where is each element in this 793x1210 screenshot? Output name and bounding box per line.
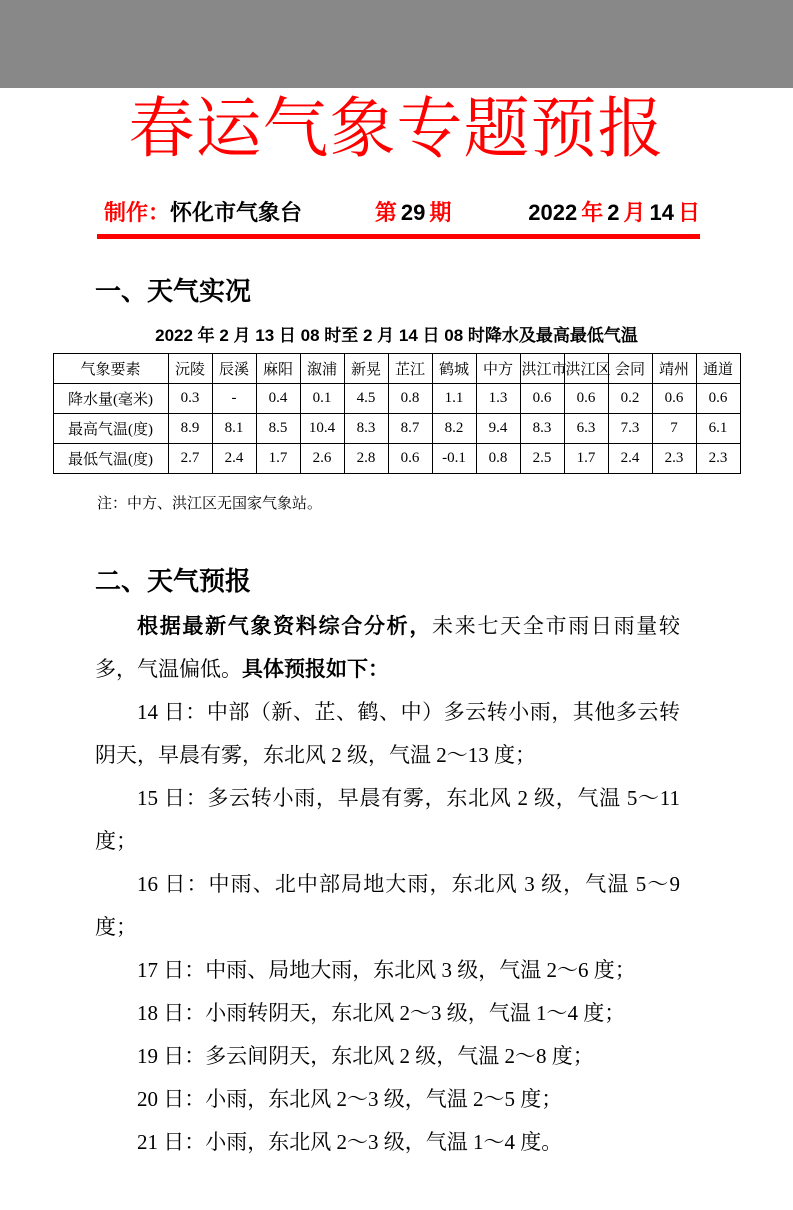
table-column-header: 通道 xyxy=(696,354,740,384)
producer-name: 怀化市气象台 xyxy=(170,200,303,226)
table-column-header: 芷江 xyxy=(388,354,432,384)
table-cell: 2.3 xyxy=(696,444,740,474)
table-column-header: 会同 xyxy=(608,354,652,384)
table-cell: 0.3 xyxy=(168,384,212,414)
forecast-line: 17 日：中雨、局地大雨，东北风 3 级，气温 2～6 度； xyxy=(137,957,636,982)
table-column-header: 麻阳 xyxy=(256,354,300,384)
date-year-unit: 年 xyxy=(581,200,604,226)
table-column-header: 靖州 xyxy=(652,354,696,384)
date-month: 2 xyxy=(607,200,620,226)
forecast-daily-list xyxy=(95,691,680,1164)
table-cell: 2.8 xyxy=(344,444,388,474)
table-cell: 8.3 xyxy=(344,414,388,444)
table-cell: 2.4 xyxy=(608,444,652,474)
table-note: 注：中方、洪江区无国家气象站。 xyxy=(97,496,323,513)
table-cell: 8.1 xyxy=(212,414,256,444)
table-column-header: 沅陵 xyxy=(168,354,212,384)
table-cell: 8.7 xyxy=(388,414,432,444)
table-cell: 0.6 xyxy=(696,384,740,414)
table-column-header: 洪江市 xyxy=(520,354,564,384)
document-title: 春运气象专题预报 xyxy=(128,93,665,166)
forecast-intro xyxy=(95,605,680,691)
table-cell: 1.7 xyxy=(256,444,300,474)
table-row xyxy=(53,384,740,414)
table-cell: 4.5 xyxy=(344,384,388,414)
section-heading-forecast: 二、天气预报 xyxy=(95,566,252,597)
table-column-header: 溆浦 xyxy=(300,354,344,384)
table-cell: 0.8 xyxy=(476,444,520,474)
date-month-unit: 月 xyxy=(623,200,646,226)
forecast-line: 21 日：小雨，东北风 2～3 级，气温 1～4 度。 xyxy=(137,1129,563,1154)
table-cell: 2.3 xyxy=(652,444,696,474)
table-column-header: 鹤城 xyxy=(432,354,476,384)
table-cell: 8.3 xyxy=(520,414,564,444)
table-cell: 2.5 xyxy=(520,444,564,474)
issue-prefix: 第 xyxy=(374,200,397,226)
forecast-line: 18 日：小雨转阴天，东北风 2～3 级，气温 1～4 度； xyxy=(137,1000,626,1025)
table-cell: - xyxy=(212,384,256,414)
forecast-line: 20 日：小雨，东北风 2～3 级，气温 2～5 度； xyxy=(137,1086,563,1111)
red-divider xyxy=(97,234,700,239)
table-cell: 0.6 xyxy=(652,384,696,414)
forecast-line: 16 日：中雨、北中部局地大雨，东北风 3 级，气温 5～9 度； xyxy=(95,871,680,939)
table-row xyxy=(53,414,740,444)
table-cell: 9.4 xyxy=(476,414,520,444)
table-cell: 7.3 xyxy=(608,414,652,444)
weather-table xyxy=(53,353,741,474)
issue-value: 29 xyxy=(400,200,426,226)
row-label: 最高气温(度) xyxy=(53,414,168,444)
intro-tail: 具体预报如下： xyxy=(242,657,389,681)
section-heading-observed: 一、天气实况 xyxy=(95,276,252,307)
table-cell: 2.7 xyxy=(168,444,212,474)
date-day: 14 xyxy=(649,200,674,226)
intro-body: 未来七天全市雨日雨量较多，气温偏低。 xyxy=(95,613,681,681)
weather-table-title: 2022 年 2 月 13 日 08 时至 2 月 14 日 08 时降水及最高最低气温 xyxy=(155,326,638,346)
forecast-body xyxy=(95,605,680,1164)
issue-suffix: 期 xyxy=(429,200,452,226)
table-cell: 10.4 xyxy=(300,414,344,444)
table-cell: 6.1 xyxy=(696,414,740,444)
table-column-header: 辰溪 xyxy=(212,354,256,384)
table-cell: 7 xyxy=(652,414,696,444)
table-cell: 6.3 xyxy=(564,414,608,444)
table-column-header: 气象要素 xyxy=(53,354,168,384)
weather-table-head xyxy=(53,354,740,384)
intro-lead: 根据最新气象资料综合分析， xyxy=(137,614,433,638)
table-cell: 1.7 xyxy=(564,444,608,474)
row-label: 最低气温(度) xyxy=(53,444,168,474)
weather-table-body xyxy=(53,384,740,474)
forecast-line: 14 日：中部（新、芷、鹤、中）多云转小雨，其他多云转阴天，早晨有雾，东北风 2 级，气温 2～13 度； xyxy=(95,699,680,767)
producer-label: 制作： xyxy=(104,200,171,226)
table-cell: 1.3 xyxy=(476,384,520,414)
table-cell: 0.8 xyxy=(388,384,432,414)
table-cell: 0.2 xyxy=(608,384,652,414)
row-label: 降水量(毫米) xyxy=(53,384,168,414)
table-cell: 8.2 xyxy=(432,414,476,444)
table-cell: 0.6 xyxy=(564,384,608,414)
table-row xyxy=(53,444,740,474)
table-cell: 1.1 xyxy=(432,384,476,414)
issue-number xyxy=(375,196,452,227)
table-cell: 0.1 xyxy=(300,384,344,414)
forecast-line: 15 日：多云转小雨，早晨有雾，东北风 2 级，气温 5～11 度； xyxy=(95,785,680,853)
issue-date xyxy=(524,196,700,227)
document-page xyxy=(0,88,793,1210)
table-cell: 0.6 xyxy=(520,384,564,414)
masthead-meta xyxy=(104,196,700,227)
table-cell: 8.9 xyxy=(168,414,212,444)
table-cell: 8.5 xyxy=(256,414,300,444)
table-cell: 2.6 xyxy=(300,444,344,474)
table-column-header: 新晃 xyxy=(344,354,388,384)
table-cell: 0.4 xyxy=(256,384,300,414)
table-cell: 2.4 xyxy=(212,444,256,474)
forecast-line: 19 日：多云间阴天，东北风 2 级，气温 2～8 度； xyxy=(137,1043,594,1068)
table-cell: 0.6 xyxy=(388,444,432,474)
producer-line xyxy=(104,196,302,227)
table-column-header: 洪江区 xyxy=(564,354,608,384)
table-column-header: 中方 xyxy=(476,354,520,384)
table-cell: -0.1 xyxy=(432,444,476,474)
table-header-row xyxy=(53,354,740,384)
date-day-unit: 日 xyxy=(677,200,700,226)
date-year: 2022 xyxy=(528,200,578,226)
